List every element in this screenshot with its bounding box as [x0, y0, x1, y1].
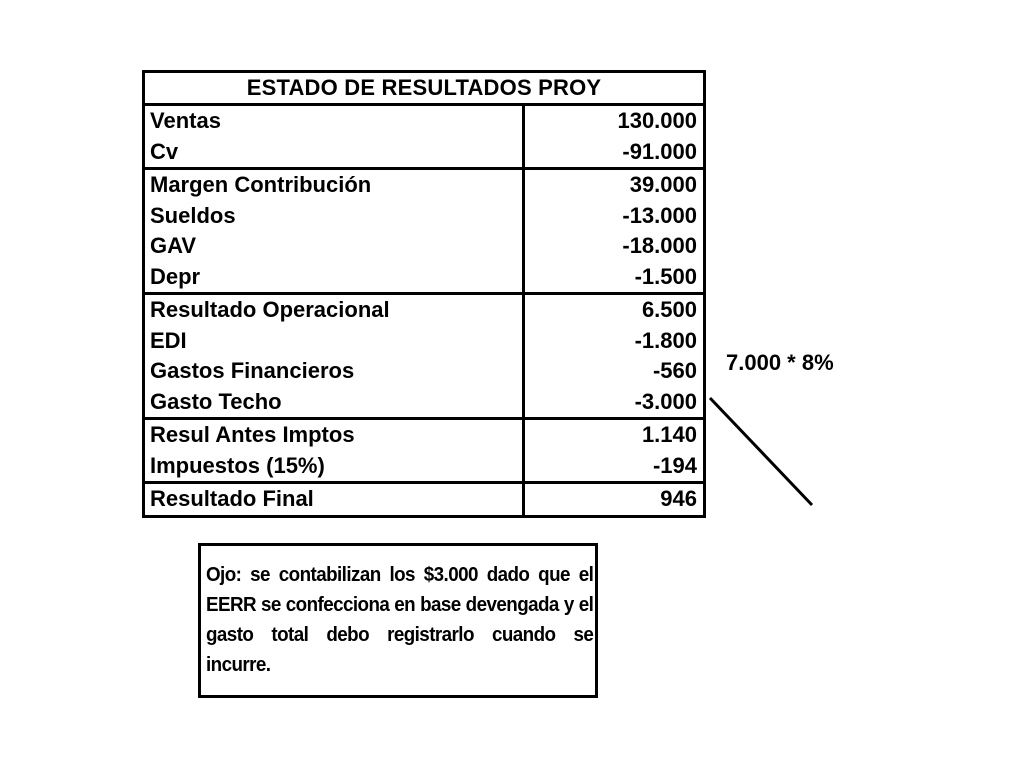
row-value-gastos-financieros: -560 — [652, 358, 697, 383]
section-sales — [145, 106, 703, 170]
value-column — [525, 484, 703, 515]
value-column — [525, 106, 703, 167]
section-pretax — [145, 420, 703, 484]
row-label-gav: GAV — [150, 233, 197, 258]
section-margin — [145, 170, 703, 295]
value-column — [525, 170, 703, 292]
row-value-cv: -91.000 — [622, 138, 697, 164]
label-column — [145, 295, 525, 417]
row-label-margen: Margen Contribución — [150, 172, 372, 197]
row-value-resul-antes-imptos: 1.140 — [641, 422, 697, 447]
row-label-sueldos: Sueldos — [150, 202, 236, 228]
pointer-line — [710, 398, 812, 505]
row-value-sueldos: -13.000 — [622, 202, 697, 228]
note-text: Ojo: se contabilizan los $3.000 dado que el EERR se confecciona en base devengada y el gasto total debo registrarlo cuando se incurre. — [206, 564, 594, 676]
row-label-impuestos: Impuestos (15%) — [150, 452, 325, 478]
row-label-depr: Depr — [150, 263, 201, 289]
row-label-gastos-financieros: Gastos Financieros — [150, 358, 355, 383]
note-box — [198, 543, 598, 698]
row-value-edi: -1.800 — [634, 327, 697, 353]
table-title: ESTADO DE RESULTADOS PROY — [145, 73, 703, 106]
row-label-resultado-operacional: Resultado Operacional — [150, 297, 390, 322]
row-value-gav: -18.000 — [622, 233, 697, 258]
interest-annotation: 7.000 * 8% — [726, 350, 834, 375]
income-statement-table — [142, 70, 706, 518]
section-operational — [145, 295, 703, 420]
row-label-gasto-techo: Gasto Techo — [150, 388, 282, 414]
row-value-impuestos: -194 — [652, 452, 697, 478]
value-column — [525, 420, 703, 481]
row-value-resultado-final: 946 — [660, 486, 697, 511]
row-label-cv: Cv — [150, 138, 179, 164]
value-column — [525, 295, 703, 417]
label-column — [145, 170, 525, 292]
row-label-resul-antes-imptos: Resul Antes Imptos — [150, 422, 355, 447]
row-label-ventas: Ventas — [150, 108, 221, 133]
section-final — [145, 484, 703, 515]
row-value-margen: 39.000 — [629, 172, 697, 197]
label-column — [145, 106, 525, 167]
row-label-resultado-final: Resultado Final — [150, 486, 314, 511]
row-value-ventas: 130.000 — [617, 108, 697, 133]
row-value-gasto-techo: -3.000 — [634, 388, 697, 414]
label-column — [145, 484, 525, 515]
row-value-resultado-operacional: 6.500 — [641, 297, 697, 322]
row-value-depr: -1.500 — [634, 263, 697, 289]
label-column — [145, 420, 525, 481]
row-label-edi: EDI — [150, 327, 187, 353]
